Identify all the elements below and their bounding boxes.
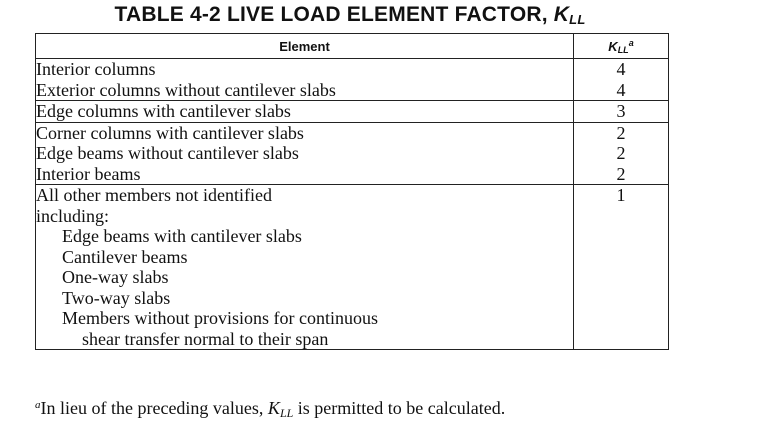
factor-value: 3	[616, 101, 626, 121]
table-row	[36, 101, 669, 123]
table-footnote	[35, 398, 505, 421]
element-line: Members without provisions for continuous	[62, 308, 378, 328]
factor-cell	[574, 59, 669, 101]
element-cell	[36, 185, 574, 350]
factor-value: 2	[616, 122, 626, 143]
table-body	[36, 59, 669, 350]
element-line: Two-way slabs	[62, 287, 171, 308]
factor-cell	[574, 185, 669, 350]
element-line: Corner columns with cantilever slabs	[36, 122, 304, 143]
live-load-factor-table	[35, 33, 669, 350]
table-header-row	[36, 34, 669, 59]
factor-column-header	[574, 34, 669, 59]
footnote-text-after: is permitted to be calculated.	[293, 398, 506, 418]
element-line: Exterior columns without cantilever slabs	[36, 79, 336, 100]
element-line: Edge beams with cantilever slabs	[62, 226, 302, 246]
factor-header-footnote-mark: a	[628, 37, 634, 48]
element-line: Interior beams	[36, 163, 141, 184]
factor-value: 4	[616, 79, 626, 100]
element-cell	[36, 122, 574, 185]
factor-value: 1	[616, 185, 626, 205]
table-title	[0, 3, 700, 27]
footnote-text-before: In lieu of the preceding values,	[40, 398, 268, 418]
factor-cell	[574, 122, 669, 185]
element-line: Interior columns	[36, 59, 156, 79]
table-row	[36, 185, 669, 350]
element-line: Edge beams without cantilever slabs	[36, 143, 299, 163]
table-title-symbol: K	[553, 3, 570, 26]
factor-value: 2	[616, 163, 626, 184]
factor-header-subscript: LL	[617, 44, 629, 55]
element-line: shear transfer normal to their span	[82, 328, 329, 349]
element-line: One-way slabs	[62, 267, 169, 287]
element-line: All other members not identified	[36, 185, 272, 205]
footnote-marker: a	[35, 399, 41, 411]
factor-value: 2	[616, 143, 626, 163]
factor-cell	[574, 101, 669, 123]
element-cell	[36, 59, 574, 101]
factor-value: 4	[616, 59, 626, 79]
footnote-symbol-subscript: LL	[279, 406, 294, 420]
element-cell	[36, 101, 574, 123]
element-line: Cantilever beams	[62, 246, 188, 267]
factor-header-symbol: K	[608, 38, 618, 54]
table-row	[36, 59, 669, 101]
element-column-header: Element	[36, 34, 574, 59]
element-line: Edge columns with cantilever slabs	[36, 101, 291, 121]
footnote-symbol: K	[267, 398, 280, 418]
element-line: including:	[36, 205, 109, 226]
table-title-text: TABLE 4-2 LIVE LOAD ELEMENT FACTOR,	[114, 3, 554, 26]
table-title-symbol-subscript: LL	[569, 12, 586, 27]
table-row	[36, 122, 669, 185]
